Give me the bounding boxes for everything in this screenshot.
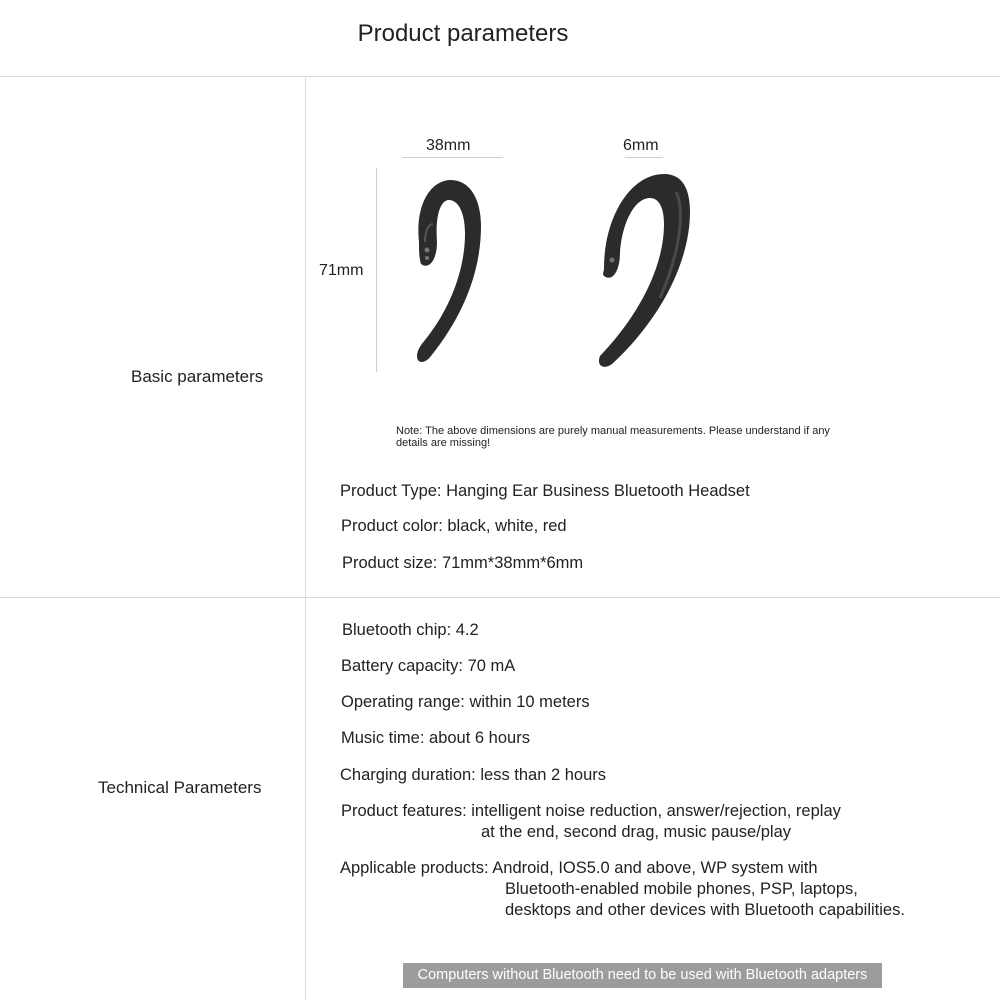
spec-product-type: Product Type: Hanging Ear Business Bluetooth Headset [340, 482, 750, 500]
width-dimension: 38mm [426, 137, 471, 154]
spec-applicable-products-cont-2: desktops and other devices with Bluetooth capabilities. [505, 901, 905, 919]
thickness-dimension: 6mm [623, 137, 659, 154]
spec-value: 4.2 [455, 621, 479, 639]
spec-key: Bluetooth chip: [342, 621, 452, 639]
height-measure-line [376, 168, 377, 372]
thickness-measure-line [625, 157, 663, 158]
spec-key: Product features: [341, 802, 467, 820]
height-dimension: 71mm [319, 262, 364, 279]
spec-key: Battery capacity: [341, 657, 463, 675]
spec-value: 70 mA [467, 657, 516, 675]
spec-value: less than 2 hours [480, 766, 607, 784]
spec-applicable-products-cont-1: Bluetooth-enabled mobile phones, PSP, laptops, [505, 880, 858, 898]
headset-side-view [405, 170, 500, 375]
spec-value: within 10 meters [469, 693, 590, 711]
page-title: Product parameters [357, 20, 569, 47]
spec-operating-range [341, 693, 590, 712]
spec-key: Charging duration: [340, 766, 476, 784]
width-measure-line [402, 157, 503, 158]
spec-music-time [341, 729, 530, 748]
technical-parameters-label: Technical Parameters [98, 778, 262, 797]
table-top-rule [0, 76, 1000, 77]
spec-bluetooth-chip [342, 621, 479, 640]
column-divider [305, 76, 306, 1000]
spec-applicable-products [340, 859, 818, 878]
dimension-note: Note: The above dimensions are purely manual measurements. Please understand if any details are missing! [396, 425, 830, 449]
spec-charging-duration [340, 766, 606, 785]
section-divider [0, 597, 1000, 598]
spec-product-color: Product color: black, white, red [341, 517, 567, 535]
spec-value: about 6 hours [429, 729, 530, 747]
spec-product-features [341, 802, 841, 821]
spec-key: Applicable products: [340, 859, 489, 877]
headset-angle-view [590, 168, 700, 373]
spec-key: Music time: [341, 729, 425, 747]
spec-battery-capacity [341, 657, 515, 676]
spec-key: Operating range: [341, 693, 465, 711]
basic-parameters-label: Basic parameters [131, 367, 264, 386]
spec-value-line: Android, IOS5.0 and above, WP system with [492, 859, 818, 877]
spec-product-size: Product size: 71mm*38mm*6mm [342, 554, 584, 572]
spec-value-line: intelligent noise reduction, answer/rejection, replay [471, 802, 841, 820]
bluetooth-adapter-notice: Computers without Bluetooth need to be used with Bluetooth adapters [403, 963, 882, 988]
spec-product-features-cont: at the end, second drag, music pause/play [481, 823, 792, 841]
